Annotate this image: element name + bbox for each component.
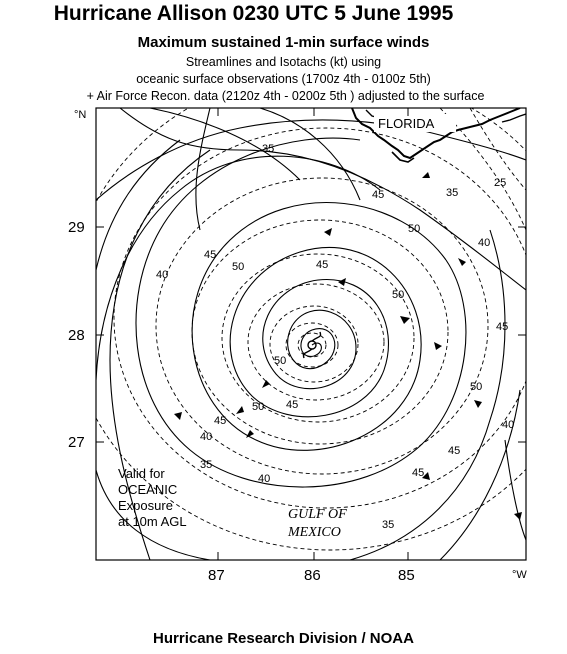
isotach-label: 35 xyxy=(446,187,459,199)
note-line-3: Exposure xyxy=(118,498,173,513)
method-line-2: oceanic surface observations (1700z 4th - 0100z 5th) xyxy=(136,72,431,86)
isotach-label: 45 xyxy=(204,249,217,261)
isotach-label: 50 xyxy=(392,289,405,301)
isotach-labels xyxy=(156,143,514,531)
isotach-label: 50 xyxy=(274,355,287,367)
isotach-label: 50 xyxy=(252,401,265,413)
florida-label: FLORIDA xyxy=(378,116,435,131)
isotach-label: 45 xyxy=(412,467,425,479)
isotach-label: 40 xyxy=(258,473,271,485)
isotach-label: 45 xyxy=(448,445,461,457)
isotach-label: 40 xyxy=(478,237,491,249)
method-line-1: Streamlines and Isotachs (kt) using xyxy=(185,55,382,69)
isotach-label: 50 xyxy=(232,261,245,273)
validity-note xyxy=(118,466,187,530)
isotach-label: 45 xyxy=(372,189,385,201)
note-line-2: OCEANIC xyxy=(118,482,178,497)
lat-tick-label: 28 xyxy=(68,327,85,344)
note-line-4: at 10m AGL xyxy=(118,514,187,529)
footer-credit: Hurricane Research Division / NOAA xyxy=(153,630,414,647)
isotach-label: 50 xyxy=(470,381,483,393)
lon-unit-label: °W xyxy=(512,569,527,581)
isotach-label: 40 xyxy=(200,431,213,443)
isotach-label: 50 xyxy=(408,223,421,235)
isotach-label: 25 xyxy=(494,177,507,189)
note-line-1: Valid for xyxy=(118,466,165,481)
isotach-label: 45 xyxy=(286,399,299,411)
isotach-label: 35 xyxy=(200,459,213,471)
lon-tick-label: 86 xyxy=(304,567,321,584)
isotach-label: 45 xyxy=(496,321,509,333)
lat-tick-label: 29 xyxy=(68,219,85,236)
lat-unit-label: °N xyxy=(74,109,87,121)
isotach-label: 40 xyxy=(502,419,515,431)
isotach-label: 45 xyxy=(316,259,329,271)
lon-tick-label: 87 xyxy=(208,567,225,584)
lon-tick-label: 85 xyxy=(398,567,415,584)
map-subtitle: Maximum sustained 1-min surface winds xyxy=(137,34,430,51)
gulf-label-line-1: GULF OF xyxy=(288,507,347,522)
isotach-label: 40 xyxy=(156,269,169,281)
isotach-label: 35 xyxy=(262,143,275,155)
gulf-label-line-2: MEXICO xyxy=(288,525,341,540)
map-title: Hurricane Allison 0230 UTC 5 June 1995 xyxy=(53,2,454,25)
method-line-3: + Air Force Recon. data (2120z 4th - 0200z 5th ) adjusted to the surface xyxy=(86,89,485,103)
isotach-label: 35 xyxy=(382,519,395,531)
isotach-label: 45 xyxy=(214,415,227,427)
lat-tick-label: 27 xyxy=(68,434,85,451)
